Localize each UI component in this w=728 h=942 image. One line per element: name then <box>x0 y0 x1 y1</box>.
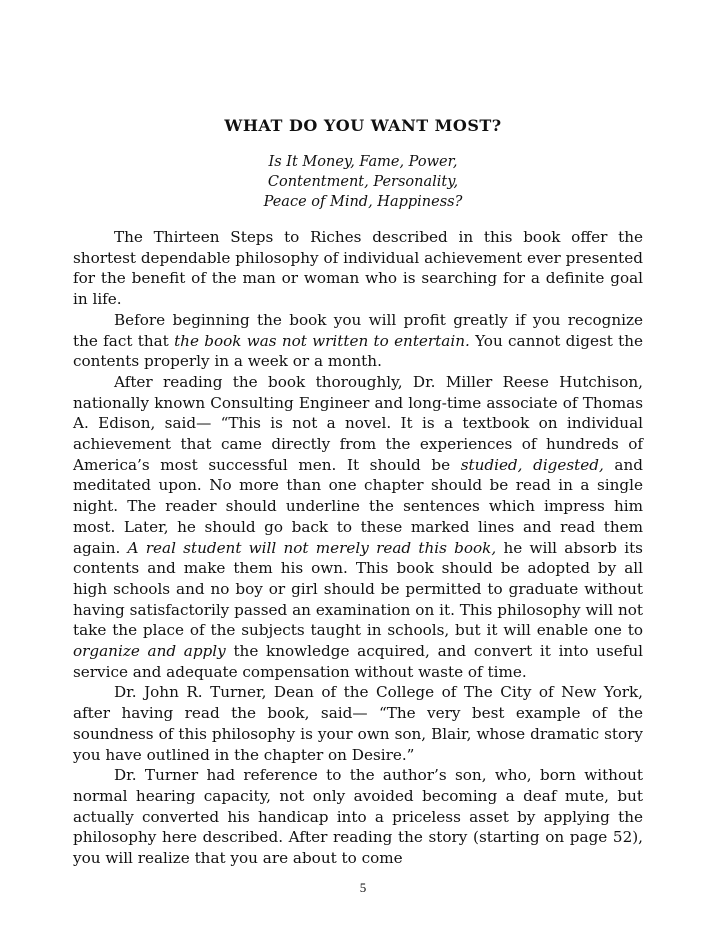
paragraph-text: Dr. Turner had reference to the author’s son, who, born without normal hearing capacity, not only avoided becoming a deaf mute, but actually converted his handicap into a priceless asset by applying the philosophy here described. After reading the story (starting on page 52), you will realize that you are about to come <box>73 766 643 868</box>
emphasis-text: the book was not written to entertain. <box>174 331 470 350</box>
paragraph-text: After reading the book thoroughly, Dr. Miller Reese Hutchison, nationally known Consulting Engineer and long-time associate of Thomas A. Edison, said— “This is not a novel. It is a textbook on individual achievement that came directly from the experiences of hundreds of America’s most successful men. It should be <box>73 372 643 474</box>
emphasis-text: A real student will not merely read this book, <box>127 538 497 557</box>
paragraph-text: the knowledge acquired, and convert it into useful service and adequate compensation without waste of time. <box>73 642 643 681</box>
paragraph-before-beginning <box>73 310 643 372</box>
paragraph-text: The Thirteen Steps to Riches described in this book offer the shortest dependable philosophy of individual achievement ever presented for the benefit of the man or woman who is searching for a definite goal in life. <box>73 228 643 309</box>
chapter-title: WHAT DO YOU WANT MOST? <box>224 116 502 135</box>
body-text <box>73 227 643 869</box>
paragraph-text: Before beginning the book you will profit greatly if you recognize the fact that <box>73 310 643 350</box>
paragraph-hutchison-quote <box>73 372 643 683</box>
paragraph-turner-quote <box>73 682 643 765</box>
emphasis-text: organize and apply <box>73 642 226 661</box>
paragraph-text: You cannot digest the contents properly in a week or a month. <box>73 331 644 371</box>
paragraph-text: and meditated upon. No more than one chapter should be read in a single night. The reader should underline the sentences which impress him most. Later, he should go back to these marked lines and read them again. <box>73 455 643 557</box>
paragraph-text: Dr. John R. Turner, Dean of the College of The City of New York, after having read the book, said— “The very best example of the soundness of this philosophy is your own son, Blair, whose dramatic story you have outlined in the chapter on Desire.” <box>73 683 643 764</box>
emphasis-text: studied, digested, <box>460 455 604 474</box>
page-number: 5 <box>359 880 367 895</box>
subtitle-line: Contentment, Personality, <box>267 174 459 190</box>
book-page <box>73 0 643 942</box>
subtitle-line: Peace of Mind, Happiness? <box>263 194 463 210</box>
chapter-subtitle <box>73 152 653 212</box>
subtitle-line: Is It Money, Fame, Power, <box>268 154 458 170</box>
paragraph-text: he will absorb its contents and make them his own. This book should be adopted by all high schools and no boy or girl should be permitted to graduate without having satisfactorily passed an examination on it. This philosophy will not take the place of the subjects taught in schools, but it will enable one to <box>73 538 643 640</box>
paragraph-turner-reference <box>73 765 643 869</box>
paragraph-intro <box>73 227 643 310</box>
